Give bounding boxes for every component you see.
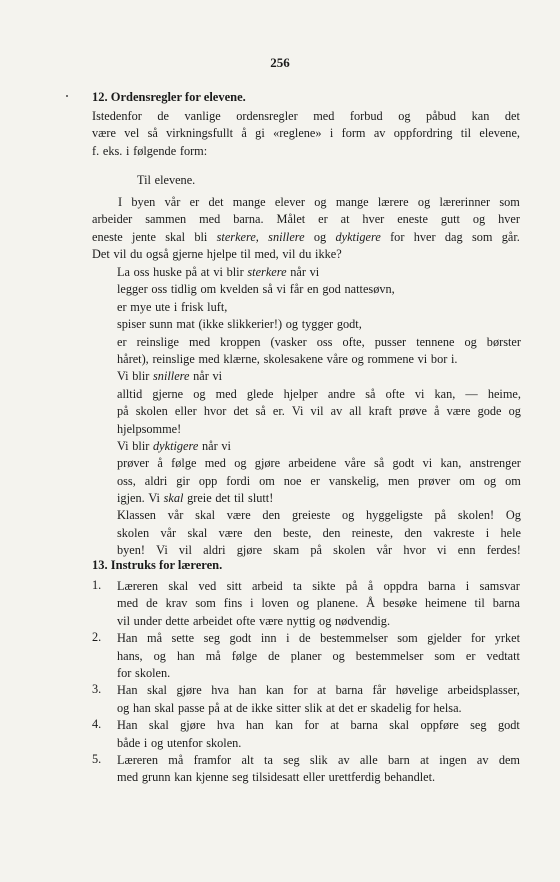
text-line: er reinslige med kroppen (vasker oss ofte, pusser tennene og børster xyxy=(117,334,521,349)
text-line: igjen. Vi skal greie det til slutt! xyxy=(117,491,274,506)
section-12-heading: 12. Ordensregler for elevene. xyxy=(92,90,246,104)
list-item-text xyxy=(117,752,520,787)
text-line: håret), reinslige med klærne, skolesakene våre og rommene vi bor i. xyxy=(117,351,458,366)
text-line: arbeider sammen med barna. Målet er at hver eneste gutt og hver xyxy=(92,212,520,227)
list-item-number: 3. xyxy=(92,682,102,697)
text-line: byen! Vi vil aldri gjøre skam på skolen vår hvor vi enn ferdes! xyxy=(117,543,521,558)
section-13-heading: 13. Instruks for læreren. xyxy=(92,558,223,572)
text-line: hjelpsomme! xyxy=(117,421,182,436)
list-item xyxy=(92,752,520,787)
list-item xyxy=(92,717,520,752)
text-line: både i og utenfor skolen. xyxy=(117,735,242,750)
list-item-text xyxy=(117,630,520,682)
list-item-number: 2. xyxy=(92,630,102,645)
text-line: prøver å følge med og gjøre arbeidene våre så godt vi kan, anstrenger xyxy=(117,456,521,471)
text-line: være vel så virkningsfullt å gi «reglene» i form av oppfordring til elevene, xyxy=(92,126,520,141)
text-line: Istedenfor de vanlige ordensregler med forbud og påbud kan det xyxy=(92,109,520,123)
text-line: med grunn kan kjenne seg tilsidesatt eller urettferdig behandlet. xyxy=(117,770,436,785)
text-line: f. eks. i følgende form: xyxy=(92,143,208,158)
text-line: er mye ute i frisk luft, xyxy=(117,299,228,314)
text-line: hans, og han må følge de planer og bestemmelser som er vedtatt xyxy=(117,648,520,663)
text-line: spiser sunn mat (ikke slikkerier!) og tygger godt, xyxy=(117,317,362,332)
list-item xyxy=(92,682,520,717)
text-line: alltid gjerne og med glede hjelper andre så ofte vi kan, — heime, xyxy=(117,386,521,401)
text-line: oss, aldri gir opp fordi om noe er vanskelig, men prøver om og om xyxy=(117,473,521,488)
list-item-text xyxy=(117,682,520,717)
list-item-number: 1. xyxy=(92,578,102,592)
page-number: 256 xyxy=(270,55,290,70)
text-line: La oss huske på at vi blir sterkere når vi xyxy=(117,265,320,279)
text-line: Læreren må framfor alt ta seg slik av alle barn at ingen av dem xyxy=(117,752,520,767)
list-item-number: 5. xyxy=(92,751,102,766)
text-line: Vi blir snillere når vi xyxy=(117,369,223,384)
text-line: Vi blir dyktigere når vi xyxy=(117,438,231,453)
letter-indented-text xyxy=(117,264,521,560)
text-line: for skolen. xyxy=(117,665,171,680)
list-item-text xyxy=(117,578,520,630)
section-12-intro xyxy=(92,108,520,160)
list-item xyxy=(92,578,520,630)
letter-body xyxy=(92,194,520,264)
text-line: skolen vår skal være den beste, den reineste, den vakreste i hele xyxy=(117,525,521,540)
text-line: Læreren skal ved sitt arbeid ta sikte på å oppdra barna i samsvar xyxy=(117,579,520,593)
text-line: Klassen vår skal være den greieste og hyggeligste på skolen! Og xyxy=(117,508,521,523)
text-line: Han skal gjøre hva han kan for at barna skal oppføre seg godt xyxy=(117,718,520,733)
text-line: I byen vår er det mange elever og mange lærere og lærerinner som xyxy=(118,195,520,209)
list-item xyxy=(92,630,520,682)
salutation-line: Til elevene. xyxy=(137,173,196,187)
text-line: på skolen eller hvor det så er. Vi vil av all kraft prøve å være gode og xyxy=(117,404,521,419)
text-line: og han skal passe på at de ikke sitter slik at det er skadelig for helsa. xyxy=(117,700,462,715)
text-line: Han skal gjøre hva han kan for at barna får høvelige arbeidsplasser, xyxy=(117,683,520,698)
margin-mark xyxy=(66,95,68,97)
text-line: vil under dette arbeidet ofte være nyttig og nødvendig. xyxy=(117,613,391,628)
text-line: med de krav som fins i loven og planene. Å besøke heimene til barna xyxy=(117,596,520,611)
list-item-number: 4. xyxy=(92,717,102,732)
text-line: Det vil du også gjerne hjelpe til med, vil du ikke? xyxy=(92,247,342,262)
instruction-list xyxy=(92,578,520,787)
text-line: Han må sette seg godt inn i de bestemmelser som gjelder for yrket xyxy=(117,631,520,646)
text-line: eneste jente skal bli sterkere, snillere og dyktigere for hver dag som går. xyxy=(92,229,520,244)
list-item-text xyxy=(117,717,520,752)
text-line: legger oss tidlig om kvelden så vi får en god nattesøvn, xyxy=(117,282,395,297)
salutation xyxy=(117,172,521,189)
